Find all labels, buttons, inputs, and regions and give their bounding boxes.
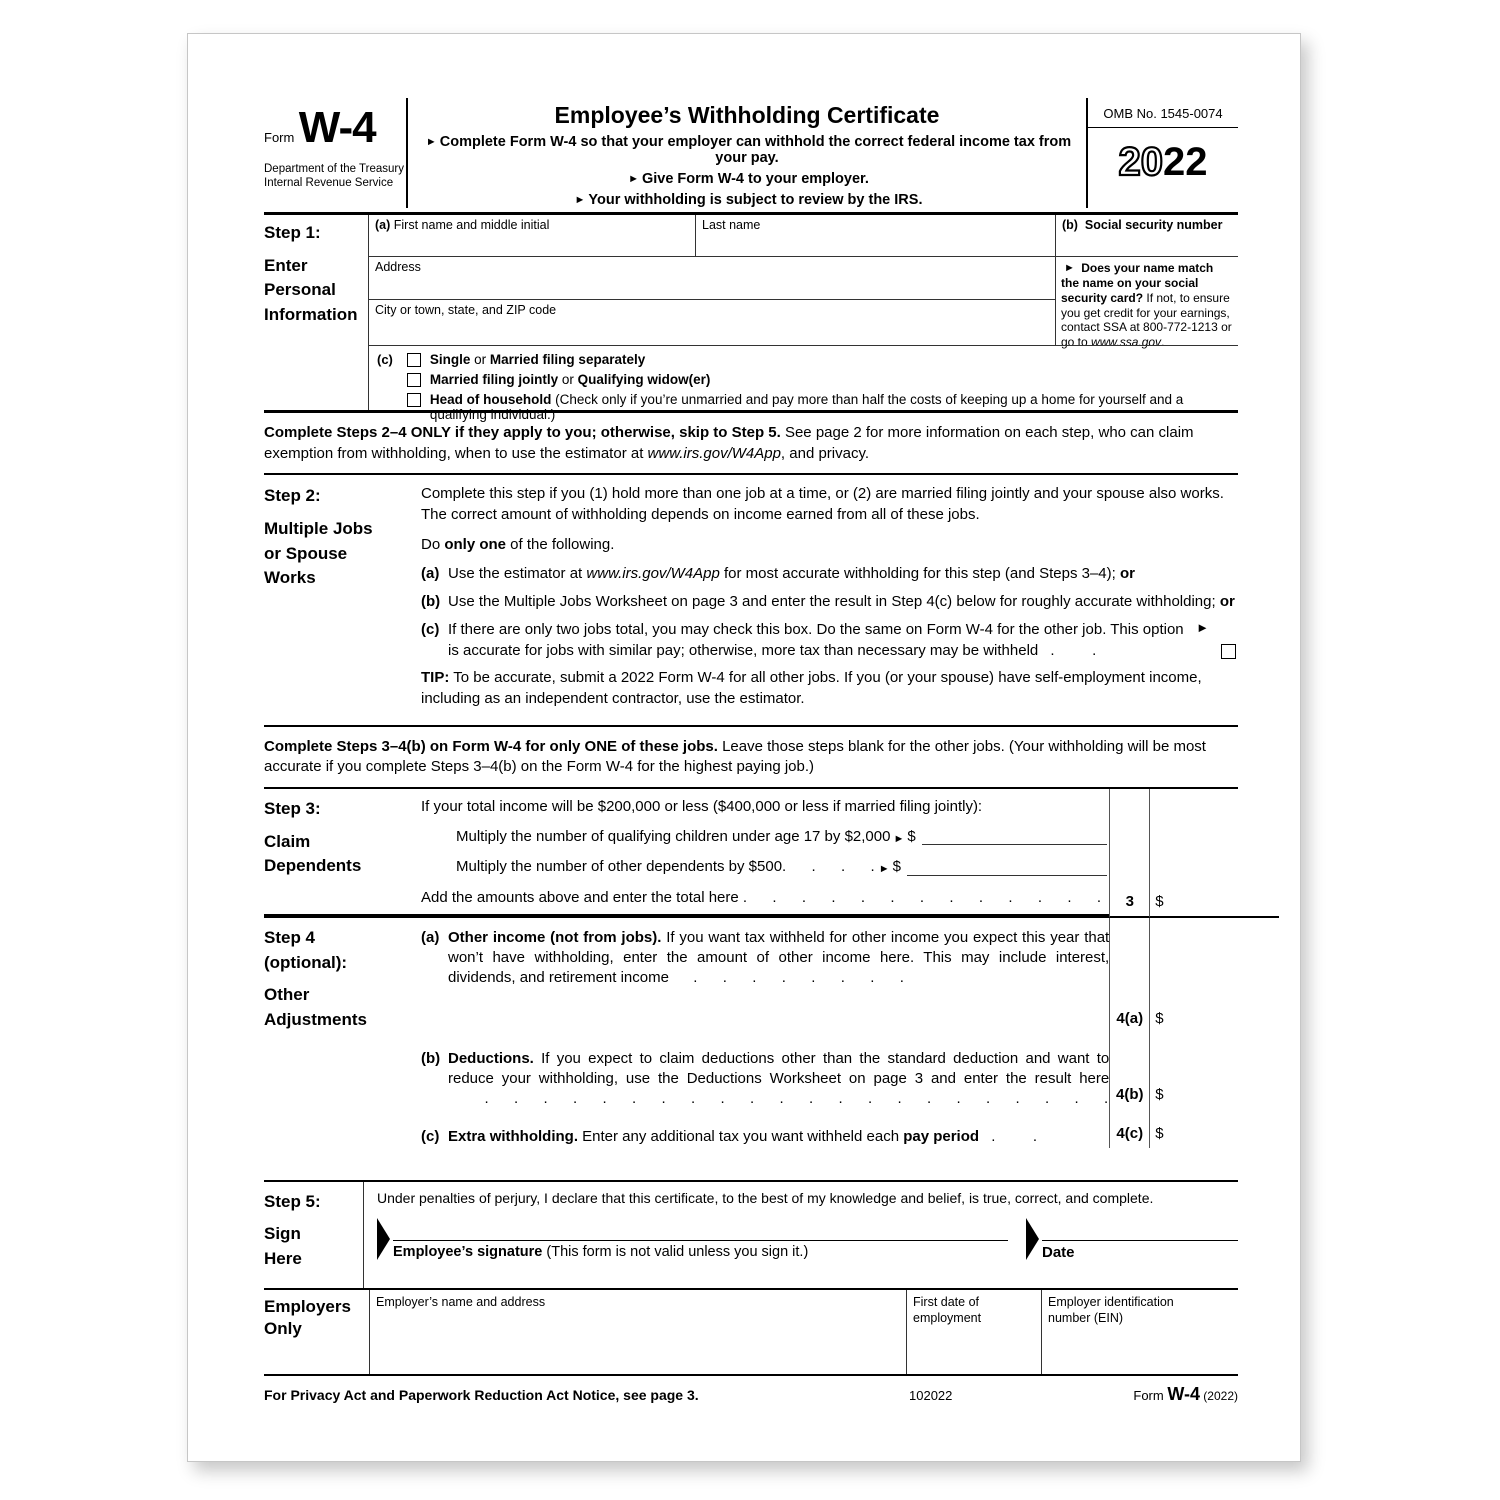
- step2-sub1: Multiple Jobs: [264, 519, 373, 539]
- form-header: [264, 98, 1238, 215]
- option-text: or: [558, 372, 578, 387]
- married-jointly-checkbox[interactable]: [407, 373, 421, 387]
- step3-sub2: Dependents: [264, 856, 362, 876]
- field-c-label: (c): [377, 352, 393, 367]
- option-text: Married filing jointly: [429, 372, 559, 387]
- city-label: City or town, state, and ZIP code: [375, 303, 557, 317]
- year-bold-digits: 22: [1163, 140, 1208, 184]
- step3-others-line: Multiply the number of other dependents by $500 . . . . ► $: [456, 857, 1109, 877]
- step1-title: Step 1:: [264, 223, 321, 242]
- step4-title1: Step 4: [264, 927, 316, 947]
- field-b-label: (b): [1062, 218, 1078, 232]
- field-a-label: (a): [375, 218, 391, 232]
- ssn-label: Social security number: [1084, 218, 1223, 232]
- item-a-label: (a): [421, 565, 440, 583]
- step4-label: [264, 918, 421, 1033]
- step2-section: [264, 475, 1238, 726]
- step5-label: [264, 1182, 363, 1288]
- ein-field[interactable]: Employer identification number (EIN): [1041, 1290, 1238, 1374]
- option-text: Single: [429, 352, 471, 367]
- form-word: Form: [264, 130, 295, 145]
- step1-table: [368, 215, 1238, 422]
- date-arrow-icon: [1026, 1218, 1039, 1260]
- header-bullet-1: Complete Form W-4 so that your employer can withhold the correct federal income tax from your pay.: [439, 134, 1072, 166]
- single-checkbox[interactable]: [407, 353, 421, 367]
- head-of-household-checkbox[interactable]: [407, 393, 421, 407]
- step2-tip: TIP: To be accurate, submit a 2022 Form W-4 for all other jobs. If you (or your spouse) have self-employment income, including as an independent contractor, use the estimator.: [421, 669, 1202, 707]
- step5-section: [264, 1180, 1238, 1288]
- option-text: (Check only if you’re unmarried and pay more than half the costs of keeping up a home for yourself and a qualifying individual.): [429, 392, 1184, 422]
- intro-text: See page 2 for more information on each step, who can claim exemption from withholding, when to use the estimator at: [264, 424, 1194, 462]
- employer-name-address-field[interactable]: Employer’s name and address: [369, 1290, 906, 1374]
- tax-year: [1088, 140, 1238, 185]
- catalog-number: 102022: [909, 1387, 953, 1403]
- line-4b-amount-field[interactable]: [1149, 1033, 1279, 1110]
- signature-note: (This form is not valid unless you sign it.): [542, 1243, 809, 1260]
- date-label: Date: [1042, 1243, 1075, 1261]
- form-footer: [264, 1376, 1238, 1405]
- filing-status-group: [369, 345, 1238, 422]
- form-footer-id: Form W-4 (2022): [1133, 1383, 1238, 1404]
- step4-section: [264, 918, 1109, 1033]
- steps-3-4-grid: [264, 787, 1238, 1148]
- item-c-label: (c): [421, 1128, 440, 1146]
- signature-label: Employee’s signature: [393, 1243, 543, 1260]
- option-text: Qualifying widow(er): [577, 372, 711, 387]
- step3-label: [264, 789, 421, 916]
- dollar-sign: $: [1155, 1124, 1164, 1142]
- step4c-row: [264, 1109, 1109, 1147]
- step1-section: [264, 215, 1238, 422]
- step5-sub2: Here: [264, 1248, 302, 1268]
- step1-label: [264, 215, 368, 410]
- step4-sub1: Other: [264, 985, 310, 1005]
- step3-children-line: Multiply the number of qualifying children under age 17 by $2,000 ► $: [456, 827, 1109, 847]
- line-4c-number: 4(c): [1109, 1109, 1149, 1147]
- year-outline-digits: 20: [1118, 140, 1163, 184]
- steps-2-4-intro: [264, 413, 1238, 475]
- last-name-label: Last name: [702, 218, 761, 232]
- children-amount-field[interactable]: [922, 844, 1108, 845]
- step2-paragraph-1: Complete this step if you (1) hold more than one job at a time, or (2) are married filing jointly and your spouse also works. The correct amount of withholding depends on income earned from all of these jobs.: [421, 485, 1224, 524]
- step5-sub1: Sign: [264, 1224, 301, 1244]
- option-text: Married filing separately: [489, 352, 646, 367]
- dollar-sign: $: [1155, 892, 1164, 910]
- w4-form-page: [187, 33, 1301, 1462]
- first-name-label: First name and middle initial: [393, 218, 550, 232]
- note-arrow-icon: ►: [1064, 262, 1075, 274]
- address-label: Address: [375, 260, 421, 274]
- option-text: Head of household: [429, 392, 552, 407]
- bullet-arrow-icon: ►: [425, 136, 437, 148]
- line-3-amount-field[interactable]: [1149, 789, 1279, 918]
- omb-number: OMB No. 1545-0074: [1088, 98, 1238, 128]
- two-jobs-checkbox[interactable]: [1221, 644, 1236, 659]
- intro-bold: Complete Steps 3–4(b) on Form W-4 for only ONE of these jobs.: [264, 737, 718, 755]
- step3-section: [264, 789, 1109, 918]
- step4-sub2: Adjustments: [264, 1009, 367, 1029]
- line-4a-number: 4(a): [1109, 918, 1149, 1033]
- amount-arrow-icon: ►: [878, 862, 890, 875]
- omb-year-block: [1086, 98, 1238, 208]
- w4app-link: www.irs.gov/W4App: [647, 444, 781, 462]
- step2-item-c: (c) If there are only two jobs total, you may check this box. Do the same on Form W-4 for the other job. This option is accurate for jobs with similar pay; otherwise, more tax than necessary may be withheld . . ►: [421, 620, 1238, 661]
- ssa-note: [1056, 257, 1238, 349]
- step4-item-c: (c) Extra withholding. Enter any additional tax you want withheld each pay period . .: [421, 1127, 1109, 1147]
- header-bullet-3: Your withholding is subject to review by the IRS.: [588, 192, 923, 208]
- step5-title: Step 5:: [264, 1191, 321, 1211]
- privacy-notice: For Privacy Act and Paperwork Reduction Act Notice, see page 3.: [264, 1386, 699, 1403]
- w4app-link: www.irs.gov/W4App: [586, 565, 720, 583]
- item-b-label: (b): [421, 593, 441, 611]
- step1-sub3: Information: [264, 304, 358, 324]
- first-name-field[interactable]: [369, 215, 696, 257]
- ssa-link: www.ssa.gov: [1091, 334, 1162, 349]
- filing-option-head-of-household: [407, 392, 1238, 422]
- employers-only-label: Employers Only: [264, 1296, 351, 1339]
- step3-sub1: Claim: [264, 831, 311, 851]
- dollar-sign: $: [1155, 1086, 1164, 1104]
- step2-sub3: Works: [264, 568, 316, 588]
- step2-item-b: (b) Use the Multiple Jobs Worksheet on page 3 and enter the result in Step 4(c) below for roughly accurate withholding; or: [421, 592, 1238, 613]
- step4-title2: (optional):: [264, 952, 348, 972]
- form-title: Employee’s Withholding Certificate: [554, 102, 940, 128]
- line-4c-amount-field[interactable]: [1149, 1109, 1279, 1147]
- line-3-number: 3: [1109, 789, 1149, 918]
- step4-item-b: (b) Deductions. If you expect to claim deductions other than the standard deduction and want to reduce your withholding, use the Deductions Worksheet on page 3 and enter the result here . . . . . . . . . . . . . . . . . . . . . .: [421, 1049, 1109, 1110]
- ssn-field[interactable]: [1056, 215, 1238, 257]
- step3-title: Step 3:: [264, 798, 321, 818]
- dept-line-1: Department of the Treasury: [264, 162, 404, 175]
- line-4a-amount-field[interactable]: [1149, 918, 1279, 1033]
- filing-option-married-jointly: [407, 372, 1238, 387]
- perjury-statement: Under penalties of perjury, I declare that this certificate, to the best of my knowledge and belief, is true, correct, and complete.: [377, 1189, 1154, 1206]
- step2-label: [264, 475, 421, 716]
- step2-item-a: (a) Use the estimator at www.irs.gov/W4App for most accurate withholding for this step (and Steps 3–4); or: [421, 564, 1238, 585]
- first-date-employment-field[interactable]: First date of employment: [906, 1290, 1041, 1374]
- bullet-arrow-icon: ►: [628, 173, 639, 185]
- dollar-sign: $: [1155, 1009, 1164, 1027]
- step4b-row: [264, 1033, 1109, 1110]
- other-dependents-amount-field[interactable]: [907, 875, 1107, 876]
- step2-paragraph-2: Do only one of the following.: [421, 535, 615, 553]
- form-id-block: [264, 98, 406, 208]
- ssa-note-text: If not, to ensure you get credit for your earnings, contact SSA at 800-772-1213 or go to: [1061, 291, 1232, 349]
- employers-only-section: [264, 1288, 1238, 1376]
- amount-arrow-icon: ►: [893, 832, 905, 845]
- date-field[interactable]: [1042, 1240, 1238, 1261]
- form-number: W-4: [298, 103, 376, 152]
- dept-line-2: Internal Revenue Service: [264, 176, 394, 189]
- item-b-label: (b): [421, 1049, 441, 1067]
- intro-bold: Complete Steps 2–4 ONLY if they apply to you; otherwise, skip to Step 5.: [264, 424, 781, 441]
- step4-item-a: (a) Other income (not from jobs). If you want tax withheld for other income you expect this year that won’t have withholding, enter the amount of other income here. This may include interest, dividends, and retirement income . . . . . . . .: [421, 928, 1109, 989]
- bullet-arrow-icon: ►: [574, 194, 586, 206]
- intro-text: Leave those steps blank for the other jobs. (Your withholding will be most accurate if you complete Steps 3–4(b) on the Form W-4 for the highest paying job.): [264, 737, 1206, 776]
- header-bullet-2: Give Form W-4 to your employer.: [641, 171, 869, 187]
- steps-3-4-intro: [264, 727, 1238, 787]
- step3-total-line: Add the amounts above and enter the total here . . . . . . . . . . . . .: [421, 888, 1103, 906]
- ssa-note-end: .: [1161, 334, 1165, 349]
- address-field[interactable]: [369, 257, 1056, 300]
- step2-sub2: or Spouse: [264, 543, 348, 563]
- ssa-note-bold: Does your name match the name on your social security card?: [1061, 261, 1214, 306]
- option-text: or: [470, 352, 490, 367]
- step2-title: Step 2:: [264, 486, 321, 506]
- intro-text: , and privacy.: [780, 444, 870, 462]
- form-title-block: [406, 98, 1086, 208]
- checkbox-arrow-icon: ►: [1196, 619, 1209, 635]
- item-c-label: (c): [421, 620, 440, 638]
- last-name-field[interactable]: [696, 215, 1056, 257]
- filing-option-single: [407, 352, 1238, 367]
- item-a-label: (a): [421, 928, 440, 946]
- step1-sub2: Personal: [264, 280, 336, 300]
- signature-arrow-icon: [377, 1218, 390, 1260]
- city-field[interactable]: [369, 300, 1056, 345]
- line-4b-number: 4(b): [1109, 1033, 1149, 1110]
- step1-sub1: Enter: [264, 255, 308, 275]
- step3-intro-line: If your total income will be $200,000 or less ($400,000 or less if married filing jointly):: [421, 797, 983, 815]
- employee-signature-field[interactable]: [393, 1240, 1008, 1260]
